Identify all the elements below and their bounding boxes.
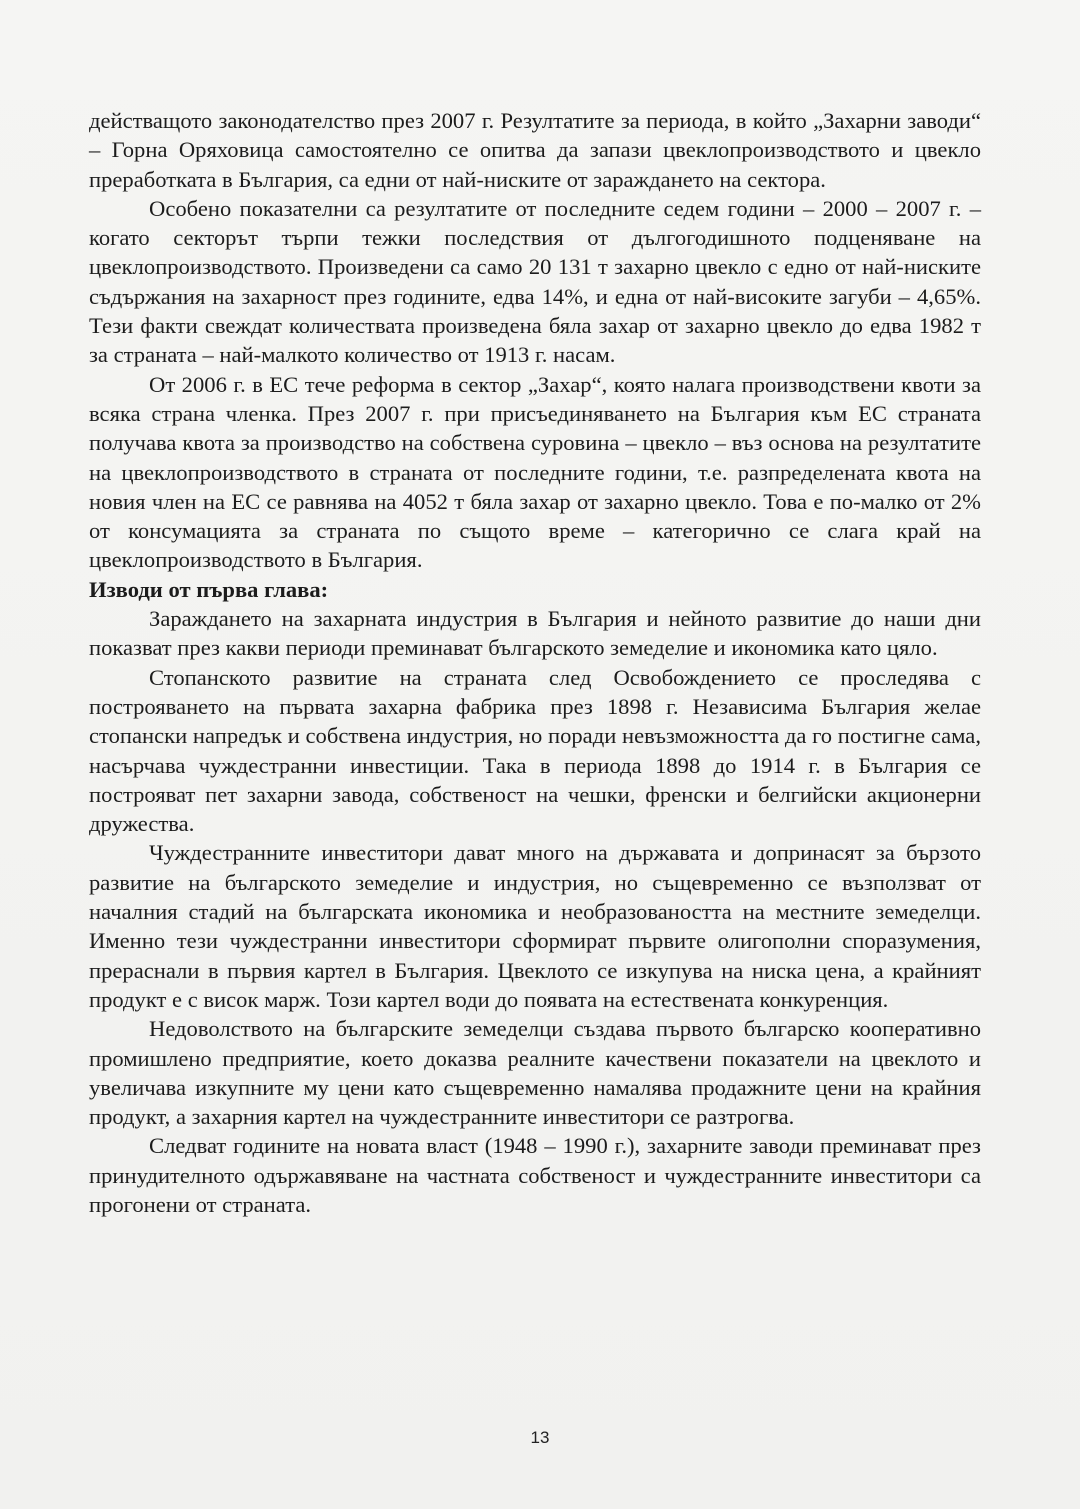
- conclusion-paragraph-2: Стопанското развитие на страната след Освобождението се проследява с построяването на първата захарна фабрика през 1898 г. Независима България желае стопански напредък и собствена индустрия, но поради невъзможността да го постигне сама, насърчава чуждестранни инвестиции. Така в периода 1898 до 1914 г. в България се построяват пет захарни завода, собственост на чешки, френски и белгийски акционерни дружества.: [89, 664, 981, 837]
- conclusion-paragraph-1: Зараждането на захарната индустрия в България и нейното развитие до наши дни показват през какви периоди преминават българското земеделие и икономика като цяло.: [89, 606, 981, 661]
- paragraph-eu-reform: От 2006 г. в ЕС тече реформа в сектор „Захар“, която налага производствени квоти за всяка страна членка. През 2007 г. при присъединяването на България към ЕС страната получава квота за производство на собствена суровина – цвекло – въз основа на резултатите на цвеклопроизводството в страната от последните години, т.е. разпределената квота на новия член на ЕС се равнява на 4052 т бяла захар от захарно цвекло. Това е по-малко от 2% от консумацията за страната по същото време – категорично се слага край на цвеклопроизводството в България.: [89, 371, 981, 573]
- conclusion-paragraph-3: Чуждестранните инвеститори дават много на държавата и допринасят за бързото развитие на българското земеделие и индустрия, но същевременно се възползват от началния стадий на българската икономика и необразоваността на местните земеделци. Именно тези чуждестранни инвеститори сформират първите олигополни споразумения, прераснали в първия картел в България. Цвеклото се изкупува на ниска цена, а крайният продукт е с висок марж. Този картел води до появата на естествената конкуренция.: [89, 840, 981, 1012]
- conclusion-paragraph-5: Следват годините на новата власт (1948 – 1990 г.), захарните заводи преминават през принудителното одържавяване на частната собственост и чуждестранните инвеститори са прогонени от страната.: [89, 1133, 981, 1217]
- body-text: [89, 106, 981, 1219]
- paragraph-results-2000-2007: Особено показателни са резултатите от последните седем години – 2000 – 2007 г. – когато секторът търпи тежки последствия от дългогодишното подценяване на цвеклопроизводството. Произведени са само 20 131 т захарно цвекло с едно от най-ниските съдържания на захарност през годините, едва 14%, и една от най-високите загуби – 4,65%. Тези факти свеждат количествата произведена бяла захар от захарно цвекло до едва 1982 т за страната – най-малкото количество от 1913 г. насам.: [89, 195, 981, 368]
- conclusion-paragraph-4: Недоволството на българските земеделци създава първото българско кооперативно промишлено предприятие, което доказва реалните качествени показатели на цвеклото и увеличава изкупните му цени като същевременно намалява продажните цени на крайния продукт, а захарния картел на чуждестранните инвеститори се разтрогва.: [89, 1016, 981, 1130]
- section-heading: Изводи от първа глава:: [89, 576, 329, 602]
- paragraph-continuation: действащото законодателство през 2007 г. Резултатите за периода, в който „Захарни заводи“ – Горна Оряховица самостоятелно се опитва да запази цвеклопроизводството и цвекло преработката в България, са едни от най-ниските от зараждането на сектора.: [89, 108, 981, 192]
- page-number: 13: [530, 1428, 550, 1447]
